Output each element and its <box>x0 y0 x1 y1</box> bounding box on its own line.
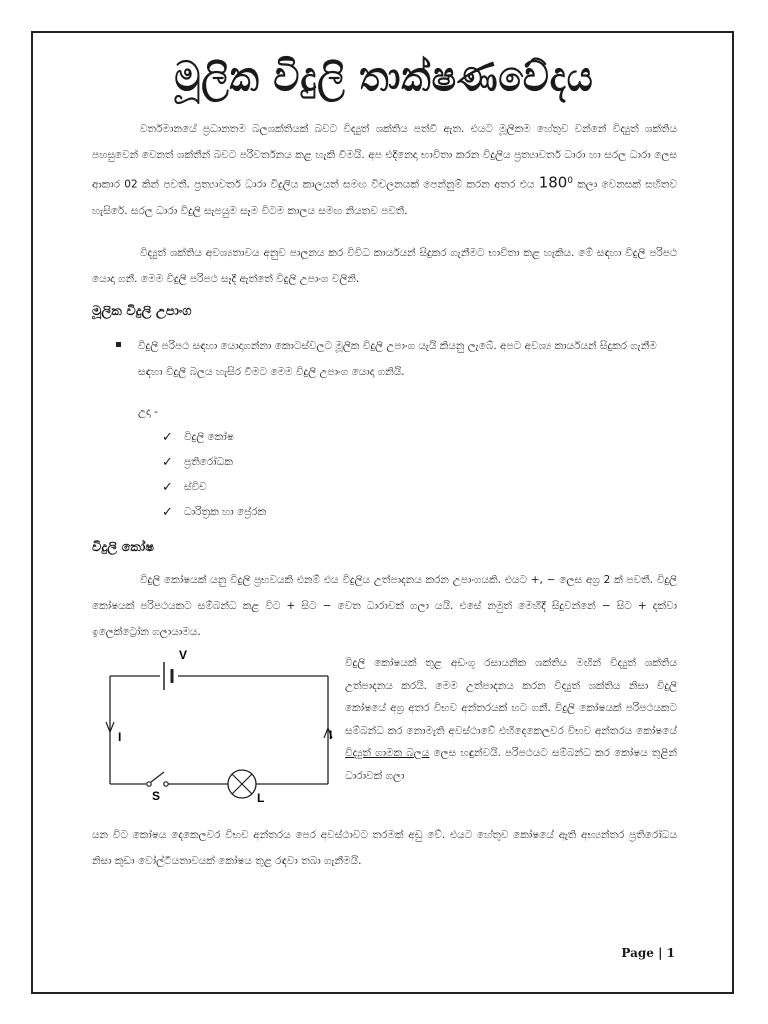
internal-resistance-paragraph: යන විට කෝෂය දෙකෙලවර විභව අන්තරය පෙර අවස්ථාවට තරමක් අඩු වේ. එයට හේතුව කෝෂයේ ඇති අභ්‍යන්තර ප්‍රතිරෝධය නිසා කුඩා වෝල්ටීයතාවයක් කෝෂය තුළ රඳවා තබා ගැනීමයි. <box>92 829 677 867</box>
section-heading-basic-components: මූලික විදුලි උපාංග <box>92 304 192 319</box>
intro-text-after: කලා වෙනසක් සහිතව හැසිරේ. සරල ධාරා විදුලි සැපයුම සෑම විටම කාලය සමඟ නියතව පවතී. <box>92 178 677 217</box>
switch-terminal <box>147 782 151 786</box>
checkmark-icon: ✓ <box>162 430 173 445</box>
current-label-right: I <box>329 728 333 742</box>
emf-text-after: ලෙස හඳුන්වයි. පරිපථයට සම්බන්ධ කර කෝෂය තුළින් ධාරාවක් ගලා <box>345 747 677 782</box>
current-label-left: I <box>118 730 122 744</box>
bullet-square-icon <box>116 342 121 347</box>
intro-text-before: වර්තමානයේ ප්‍රධානතම බලශක්තියක් බවට විද්‍යුත් ශක්තිය පත්වී ඇත. එයට මූලිකම හේතුව වන්නේ විද්‍යුත් ශක්තිය පහසුවෙන් වෙනත් ශක්තීන් බවට පරිවර්තනය කළ හැකි වීමයි. අප එදිනෙදා භාවිතා කරන විදුලිය ප්‍රත්‍යාවර්ත ධාරා හා සරල ධාරා ලෙස ආකාර 02 කින් පවතී. ප්‍රත්‍යාවර්ත ධාරා විදුලිය කාලයත් සමඟ විචලනයක් පෙන්නුම් කරන අතර එය <box>92 123 677 191</box>
circuit-diagram <box>100 642 335 812</box>
check-item-label: ස්විච <box>184 481 207 493</box>
section-heading-electric-cell: විදුලි කෝෂ <box>92 540 155 555</box>
emf-text-before: විදුලි කෝෂයක් තුළ අඩංගු රසායනික ශක්තිය මඟින් විද්‍යුත් ශක්තිය උත්පාදනය කරයි. මෙම උත්පාදනය කරන විද්‍යුත් ශක්තිය නිසා විදුලි කෝෂයේ අග්‍ර අතර විභව අන්තරයක් හට ගනී. විදුලි කෝෂයක් පරිපථයකට සම්බන්ධ කර නොමැති අවස්ථාවේ එහිදෙකෙලවර විභව අන්තරය කෝෂයේ <box>345 657 677 737</box>
check-item-label: ප්‍රතිරෝධක <box>184 456 233 468</box>
lamp-label: L <box>257 791 265 805</box>
emf-term: විද්‍යුත් ගාමක බලය <box>345 747 430 759</box>
page-number: 1 <box>666 946 675 960</box>
switch-lever <box>151 772 164 782</box>
page-footer <box>621 946 675 960</box>
checkmark-icon: ✓ <box>162 455 173 470</box>
check-item-label: ධාරිත්‍රක හා ප්‍රේරක <box>184 506 267 518</box>
emf-paragraph <box>345 652 677 787</box>
page-label: Page <box>621 946 654 960</box>
cell-paragraph: විදුලි කෝෂයක් යනු විදුලි ප්‍රභවයකි එනම් එය විදුලිය උත්පාදනය කරන උපාංගයකි. එයට +, − ලෙස අග්‍ර 2 ක් පවතී. විදුලි කෝෂයක් පරිපථයකට සම්බන්ධ කළ විට + සිට − වෙත ධාරාවක් ගලා යයි. එසේ නමුත් මෙහිදී සිදුවන්නේ − සිට + දක්වා ඉලෙක්ට්‍රෝන ගලායාමය. <box>92 574 677 638</box>
phase-angle: 180 <box>538 173 568 192</box>
checkmark-icon: ✓ <box>162 480 173 495</box>
checkmark-icon: ✓ <box>162 505 173 520</box>
switch-terminal <box>164 782 168 786</box>
intro-paragraph-1 <box>92 116 677 224</box>
switch-label: S <box>152 789 161 803</box>
intro-paragraph-2: විද්‍යුත් ශක්තිය අවශ්‍යතාවය අනුව පාලනය කර විවිධ කාර්යයන් සිදුකර ගැනීමට භාවිතා කළ හැකිය. මේ සඳහා විදුලි පරිපථ යොදා ගනී. මෙම විදුලි පරිපථ සෑදී ඇත්තේ විදුලි උපාංග වලිනි. <box>92 247 677 285</box>
degree-sign: 0 <box>567 176 573 186</box>
check-item-label: විදුලි කෝෂ <box>184 431 234 443</box>
cell-label: V <box>179 648 188 662</box>
bullet-text: විදුලි පරිපථ සඳහා යොදාගන්නා කොටස්වලට මූලික විදුලි උපාංග යැයි කියනු ලැබේ. අපට අවශ්‍ය කාර්යයන් සිදුකර ගැනීම සඳහා විදුලි බලය හැසිර වීමට මෙම විදුලි උපාංග යොදා ගනියි. <box>138 340 657 378</box>
page-title: මූලික විදුලි තාක්ෂණවේදය <box>174 52 594 102</box>
page-separator: | <box>658 946 663 960</box>
bullet-item <box>138 333 678 385</box>
example-label: උදා - <box>138 406 158 418</box>
